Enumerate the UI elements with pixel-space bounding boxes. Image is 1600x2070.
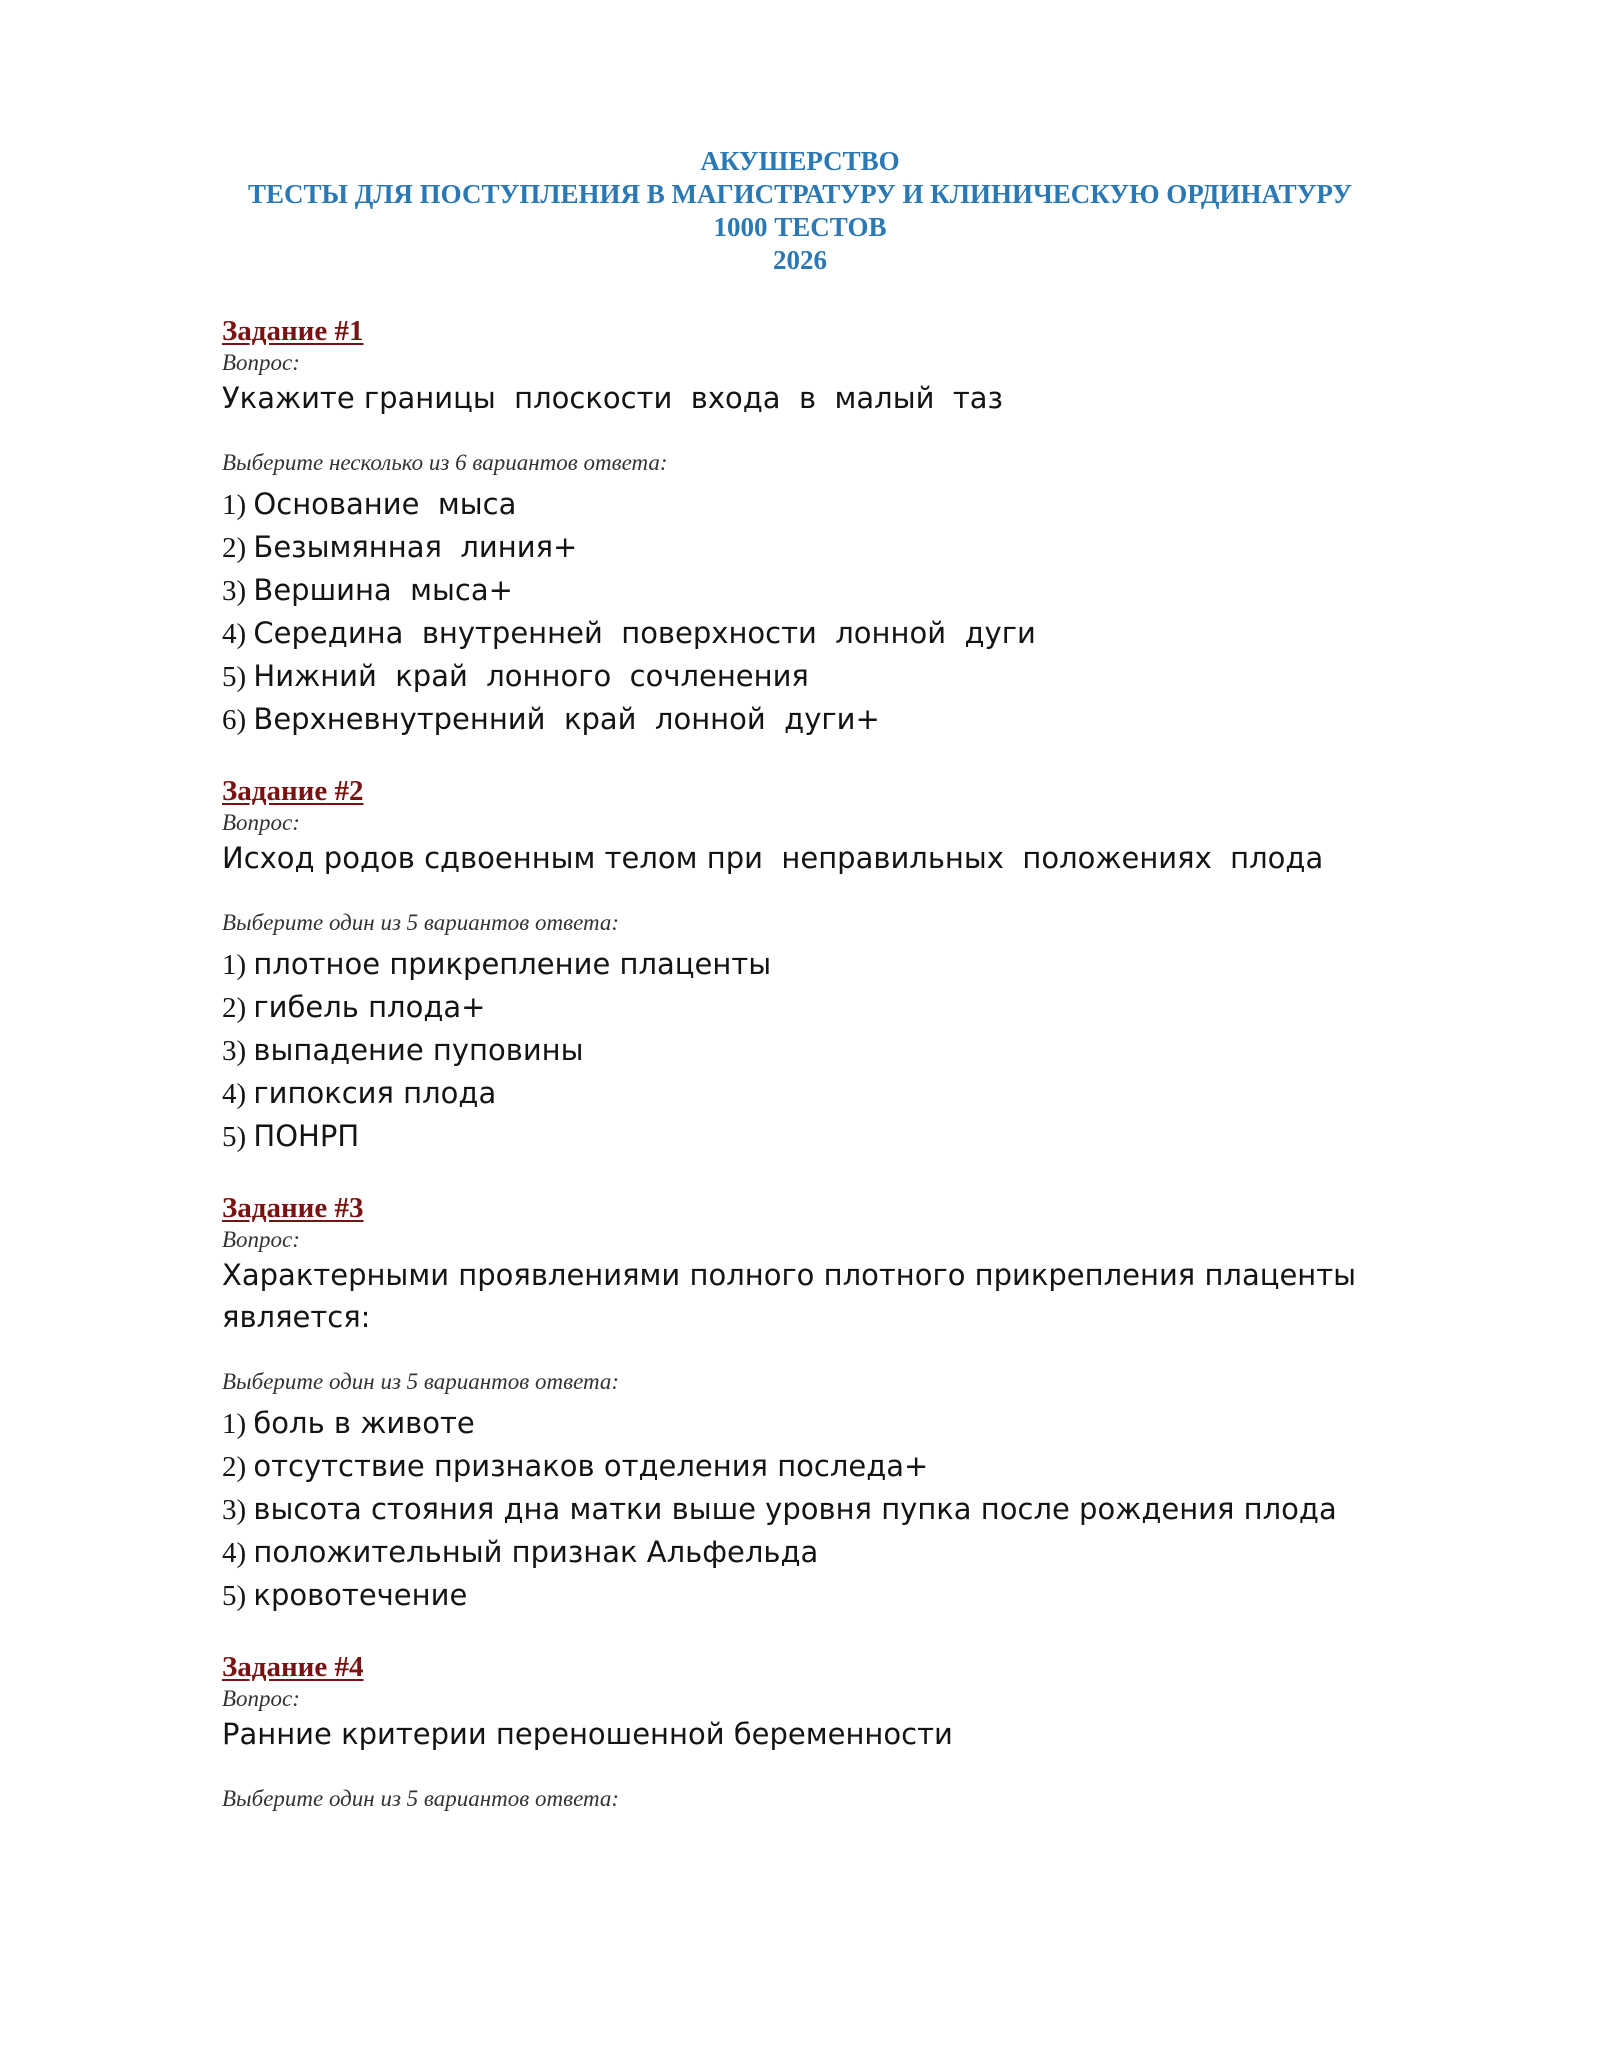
header-test-count: 1000 ТЕСТОВ xyxy=(713,212,887,242)
answer-option: 2) отсутствие признаков отделения последа+ xyxy=(222,1449,929,1483)
answer-instruction: Выберите один из 5 вариантов ответа: xyxy=(222,910,620,935)
header-subject: АКУШЕРСТВО xyxy=(700,146,900,176)
header-year: 2026 xyxy=(773,245,827,275)
task-title: Задание #2 xyxy=(222,775,364,807)
answer-option: 5) Нижний край лонного сочленения xyxy=(222,659,809,693)
answer-options xyxy=(222,1402,1422,1617)
answer-option: 4) Середина внутренней поверхности лонной дуги xyxy=(222,616,1036,650)
answer-options xyxy=(222,483,1422,741)
tasks-list xyxy=(222,313,1422,1813)
answer-option: 1) Основание мыса xyxy=(222,487,517,521)
answer-option: 6) Верхневнутренний край лонной дуги+ xyxy=(222,702,880,736)
question-text: Исход родов сдвоенным телом при неправильных положениях плода xyxy=(222,841,1324,875)
question-text: Характерными проявлениями полного плотного прикрепления плаценты является: xyxy=(222,1258,1366,1334)
answer-instruction: Выберите один из 5 вариантов ответа: xyxy=(222,1786,620,1811)
question-label: Вопрос: xyxy=(222,350,300,375)
task-title: Задание #3 xyxy=(222,1192,364,1224)
task-3 xyxy=(222,1190,1422,1617)
answer-option: 3) выпадение пуповины xyxy=(222,1033,584,1067)
task-4 xyxy=(222,1649,1422,1813)
document-header xyxy=(0,145,1600,277)
answer-options xyxy=(222,943,1422,1158)
task-title: Задание #1 xyxy=(222,315,364,347)
answer-option: 3) высота стояния дна матки выше уровня пупка после рождения плода xyxy=(222,1492,1337,1526)
header-title: ТЕСТЫ ДЛЯ ПОСТУПЛЕНИЯ В МАГИСТРАТУРУ И КЛИНИЧЕСКУЮ ОРДИНАТУРУ xyxy=(247,179,1353,209)
answer-option: 4) гипоксия плода xyxy=(222,1076,497,1110)
question-label: Вопрос: xyxy=(222,1227,300,1252)
answer-option: 5) кровотечение xyxy=(222,1578,468,1612)
question-label: Вопрос: xyxy=(222,1686,300,1711)
answer-instruction: Выберите несколько из 6 вариантов ответа: xyxy=(222,450,668,475)
answer-option: 5) ПОНРП xyxy=(222,1119,360,1153)
task-2 xyxy=(222,773,1422,1158)
task-1 xyxy=(222,313,1422,741)
answer-instruction: Выберите один из 5 вариантов ответа: xyxy=(222,1369,620,1394)
task-title: Задание #4 xyxy=(222,1651,364,1683)
answer-option: 2) гибель плода+ xyxy=(222,990,486,1024)
answer-option: 1) плотное прикрепление плаценты xyxy=(222,947,772,981)
answer-option: 1) боль в животе xyxy=(222,1406,475,1440)
question-text: Ранние критерии переношенной беременности xyxy=(222,1717,953,1751)
answer-option: 3) Вершина мыса+ xyxy=(222,573,513,607)
question-label: Вопрос: xyxy=(222,810,300,835)
answer-option: 2) Безымянная линия+ xyxy=(222,530,578,564)
answer-option: 4) положительный признак Альфельда xyxy=(222,1535,819,1569)
question-text: Укажите границы плоскости входа в малый таз xyxy=(222,381,1003,415)
